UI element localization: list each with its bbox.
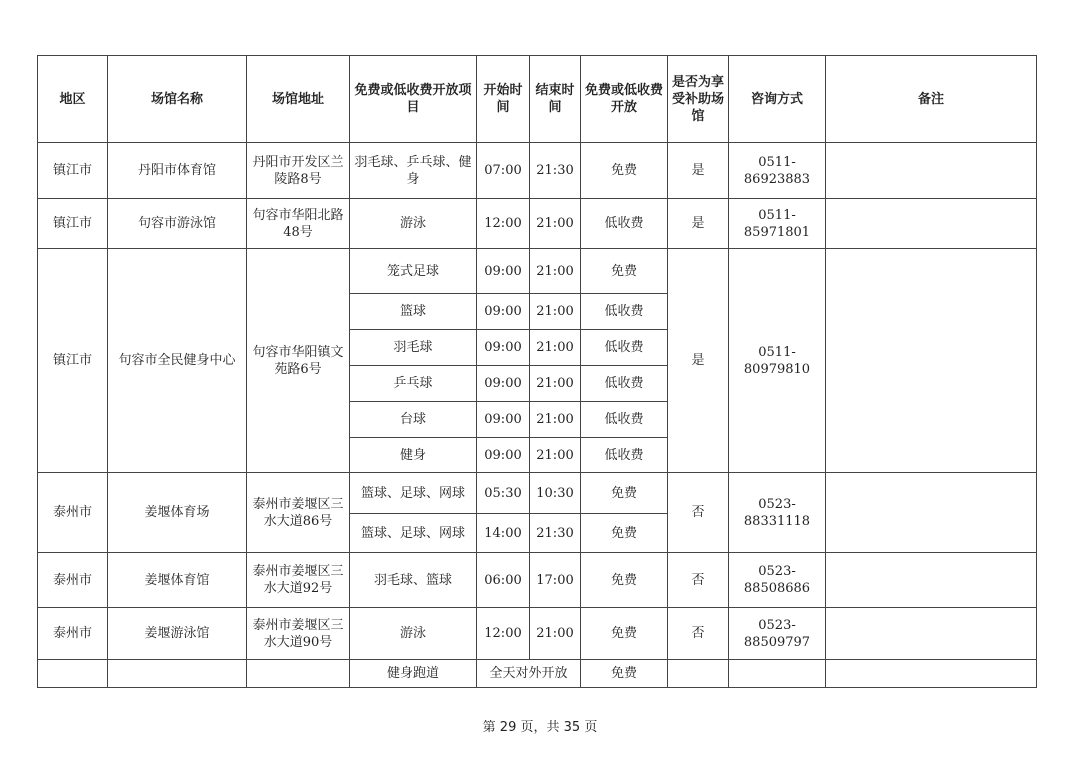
start-cell: 09:00: [477, 249, 530, 294]
header-row: [38, 56, 1037, 143]
fee-cell: 免费: [581, 249, 668, 294]
venue-name-cell: 姜堰游泳馆: [108, 608, 247, 660]
subsidized-cell: [668, 660, 729, 688]
end-cell: 21:00: [530, 294, 581, 330]
contact-cell: 0523-88508686: [729, 553, 826, 608]
fee-cell: 免费: [581, 143, 668, 199]
end-cell: 21:00: [530, 249, 581, 294]
item-cell: 篮球、足球、网球: [350, 473, 477, 514]
fee-cell: 免费: [581, 473, 668, 514]
item-cell: 游泳: [350, 199, 477, 249]
table-row: [38, 143, 1037, 199]
end-cell: 21:00: [530, 199, 581, 249]
table-row: [38, 249, 1037, 294]
fee-cell: 免费: [581, 660, 668, 688]
end-cell: 10:30: [530, 473, 581, 514]
page-number: 29: [499, 720, 517, 735]
item-cell: 羽毛球、乒乓球、健身: [350, 143, 477, 199]
footer-prefix: 第: [482, 720, 496, 735]
contact-cell: 0523-88509797: [729, 608, 826, 660]
footer-suffix: 页: [584, 720, 598, 735]
end-cell: 21:00: [530, 330, 581, 366]
header-remark: 备注: [826, 56, 1037, 143]
subsidized-cell: 否: [668, 473, 729, 553]
header-region: 地区: [38, 56, 108, 143]
venue-address-cell: 泰州市姜堰区三水大道92号: [247, 553, 350, 608]
remark-cell: [826, 660, 1037, 688]
region-cell: 镇江市: [38, 143, 108, 199]
start-cell: 12:00: [477, 608, 530, 660]
remark-cell: [826, 553, 1037, 608]
fee-cell: 免费: [581, 553, 668, 608]
contact-cell: 0511-85971801: [729, 199, 826, 249]
venue-name-cell: 丹阳市体育馆: [108, 143, 247, 199]
fee-cell: 免费: [581, 514, 668, 553]
fee-cell: 低收费: [581, 330, 668, 366]
remark-cell: [826, 473, 1037, 553]
venue-address-cell: 句容市华阳镇文苑路6号: [247, 249, 350, 473]
start-cell: 14:00: [477, 514, 530, 553]
table-row: [38, 660, 1037, 688]
subsidized-cell: 是: [668, 249, 729, 473]
venue-name-cell: 句容市游泳馆: [108, 199, 247, 249]
fee-cell: 低收费: [581, 366, 668, 402]
venue-address-cell: 句容市华阳北路48号: [247, 199, 350, 249]
header-contact: 咨询方式: [729, 56, 826, 143]
item-cell: 乒乓球: [350, 366, 477, 402]
table-row: [38, 608, 1037, 660]
item-cell: 笼式足球: [350, 249, 477, 294]
item-cell: 羽毛球: [350, 330, 477, 366]
item-cell: 篮球、足球、网球: [350, 514, 477, 553]
region-cell: 镇江市: [38, 199, 108, 249]
header-end: 结束时间: [530, 56, 581, 143]
fee-cell: 低收费: [581, 402, 668, 438]
venue-address-cell: [247, 660, 350, 688]
item-cell: 篮球: [350, 294, 477, 330]
remark-cell: [826, 249, 1037, 473]
venue-name-cell: 姜堰体育馆: [108, 553, 247, 608]
item-cell: 健身跑道: [350, 660, 477, 688]
start-cell: 05:30: [477, 473, 530, 514]
remark-cell: [826, 608, 1037, 660]
end-cell: 21:00: [530, 438, 581, 473]
contact-cell: 0523-88331118: [729, 473, 826, 553]
subsidized-cell: 否: [668, 608, 729, 660]
venue-table: [37, 55, 1037, 688]
page-footer: [0, 716, 1080, 735]
venue-name-cell: [108, 660, 247, 688]
end-cell: 21:00: [530, 608, 581, 660]
header-fee-type: 免费或低收费开放: [581, 56, 668, 143]
venue-address-cell: 泰州市姜堰区三水大道90号: [247, 608, 350, 660]
contact-cell: 0511-86923883: [729, 143, 826, 199]
hours-cell: 全天对外开放: [477, 660, 581, 688]
table-row: [38, 553, 1037, 608]
region-cell: 泰州市: [38, 608, 108, 660]
fee-cell: 低收费: [581, 294, 668, 330]
fee-cell: 免费: [581, 608, 668, 660]
start-cell: 09:00: [477, 366, 530, 402]
venue-address-cell: 泰州市姜堰区三水大道86号: [247, 473, 350, 553]
end-cell: 21:30: [530, 514, 581, 553]
contact-cell: [729, 660, 826, 688]
header-items: 免费或低收费开放项目: [350, 56, 477, 143]
header-venue-name: 场馆名称: [108, 56, 247, 143]
venue-address-cell: 丹阳市开发区兰陵路8号: [247, 143, 350, 199]
subsidized-cell: 是: [668, 143, 729, 199]
region-cell: 泰州市: [38, 553, 108, 608]
footer-mid: 页，共: [520, 720, 560, 735]
subsidized-cell: 是: [668, 199, 729, 249]
header-venue-address: 场馆地址: [247, 56, 350, 143]
region-cell: 镇江市: [38, 249, 108, 473]
header-subsidized: 是否为享受补助场馆: [668, 56, 729, 143]
start-cell: 07:00: [477, 143, 530, 199]
start-cell: 09:00: [477, 438, 530, 473]
total-pages: 35: [563, 720, 581, 735]
start-cell: 09:00: [477, 402, 530, 438]
start-cell: 09:00: [477, 294, 530, 330]
end-cell: 21:00: [530, 366, 581, 402]
table-row: [38, 199, 1037, 249]
item-cell: 健身: [350, 438, 477, 473]
venue-name-cell: 句容市全民健身中心: [108, 249, 247, 473]
region-cell: 泰州市: [38, 473, 108, 553]
end-cell: 21:30: [530, 143, 581, 199]
item-cell: 台球: [350, 402, 477, 438]
end-cell: 21:00: [530, 402, 581, 438]
item-cell: 游泳: [350, 608, 477, 660]
start-cell: 09:00: [477, 330, 530, 366]
fee-cell: 低收费: [581, 199, 668, 249]
table-row: [38, 473, 1037, 514]
start-cell: 06:00: [477, 553, 530, 608]
contact-cell: 0511-80979810: [729, 249, 826, 473]
remark-cell: [826, 143, 1037, 199]
end-cell: 17:00: [530, 553, 581, 608]
header-start: 开始时间: [477, 56, 530, 143]
remark-cell: [826, 199, 1037, 249]
subsidized-cell: 否: [668, 553, 729, 608]
fee-cell: 低收费: [581, 438, 668, 473]
item-cell: 羽毛球、篮球: [350, 553, 477, 608]
start-cell: 12:00: [477, 199, 530, 249]
venue-name-cell: 姜堰体育场: [108, 473, 247, 553]
region-cell: [38, 660, 108, 688]
